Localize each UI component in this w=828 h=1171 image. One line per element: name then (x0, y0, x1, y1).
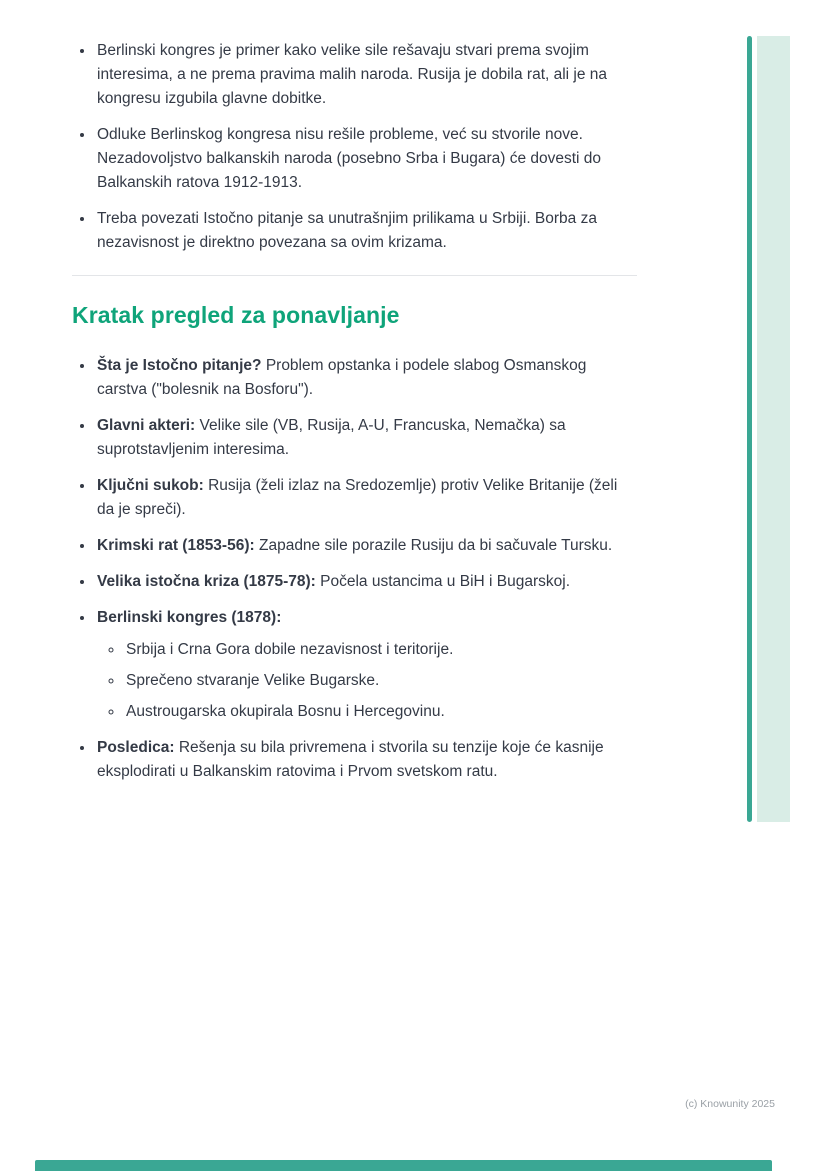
list-item (95, 413, 637, 462)
sub-list-item-text: Sprečeno stvaranje Velike Bugarske. (126, 672, 380, 689)
list-item-lead: Šta je Istočno pitanje? (97, 357, 262, 374)
list-item-text: Treba povezati Istočno pitanje sa unutrašnjim prilikama u Srbiji. Borba za nezavisnost je direktno povezana sa ovim krizama. (97, 210, 597, 251)
list-item-text: Berlinski kongres je primer kako velike sile rešavaju stvari prema svojim interesima, a ne prema pravima malih naroda. Rusija je dobila rat, ali je na kongresu izgubila glavne dobitke. (97, 42, 608, 107)
list-item-text: Rusija (želi izlaz na Sredozemlje) protiv Velike Britanije (želi da je spreči). (97, 477, 618, 518)
list-item-lead: Krimski rat (1853-56): (97, 537, 255, 554)
review-list (72, 353, 637, 784)
sub-list-item-text: Austrougarska okupirala Bosnu i Hercegovinu. (126, 703, 445, 720)
list-item-lead: Berlinski kongres (1878): (97, 609, 282, 626)
page-edge-accent-line (747, 36, 752, 822)
list-item (95, 353, 637, 402)
next-page-header-bar (35, 1160, 772, 1171)
list-item-lead: Posledica: (97, 739, 175, 756)
sub-list (97, 638, 637, 724)
sub-list-item (124, 669, 637, 693)
list-item-text: Rešenja su bila privremena i stvorila su tenzije koje će kasnije eksplodirati u Balkanskim ratovima i Prvom svetskom ratu. (97, 739, 604, 780)
sub-list-item-text: Srbija i Crna Gora dobile nezavisnost i teritorije. (126, 641, 454, 658)
list-item-text: Odluke Berlinskog kongresa nisu rešile probleme, već su stvorile nove. Nezadovoljstvo balkanskih naroda (posebno Srba i Bugara) će dovesti do Balkanskih ratova 1912-1913. (97, 126, 602, 191)
section-title: Kratak pregled za ponavljanje (72, 302, 400, 328)
list-item (95, 569, 637, 594)
divider (72, 275, 637, 276)
list-item (95, 533, 637, 558)
list-item (95, 206, 637, 255)
list-item-lead: Ključni sukob: (97, 477, 204, 494)
page-edge-mint-strip (757, 36, 790, 822)
sub-list-item (124, 700, 637, 724)
list-item-text: Zapadne sile porazile Rusiju da bi sačuvale Tursku. (258, 537, 613, 554)
list-item (95, 605, 637, 724)
list-item (95, 38, 637, 111)
list-item-text: Počela ustancima u BiH i Bugarskoj. (320, 573, 570, 590)
footer-credit: (c) Knowunity 2025 (685, 1098, 775, 1110)
list-item-lead: Glavni akteri: (97, 417, 196, 434)
list-item (95, 735, 637, 784)
list-item-lead: Velika istočna kriza (1875-78): (97, 573, 316, 590)
conclusions-list (72, 38, 637, 255)
list-item (95, 473, 637, 522)
list-item (95, 122, 637, 195)
list-item-text: Velike sile (VB, Rusija, A-U, Francuska, Nemačka) sa suprotstavljenim interesima. (97, 417, 566, 458)
page-content (72, 38, 637, 795)
list-item-text: Problem opstanka i podele slabog Osmanskog carstva ("bolesnik na Bosforu"). (97, 357, 587, 398)
sub-list-item (124, 638, 637, 662)
